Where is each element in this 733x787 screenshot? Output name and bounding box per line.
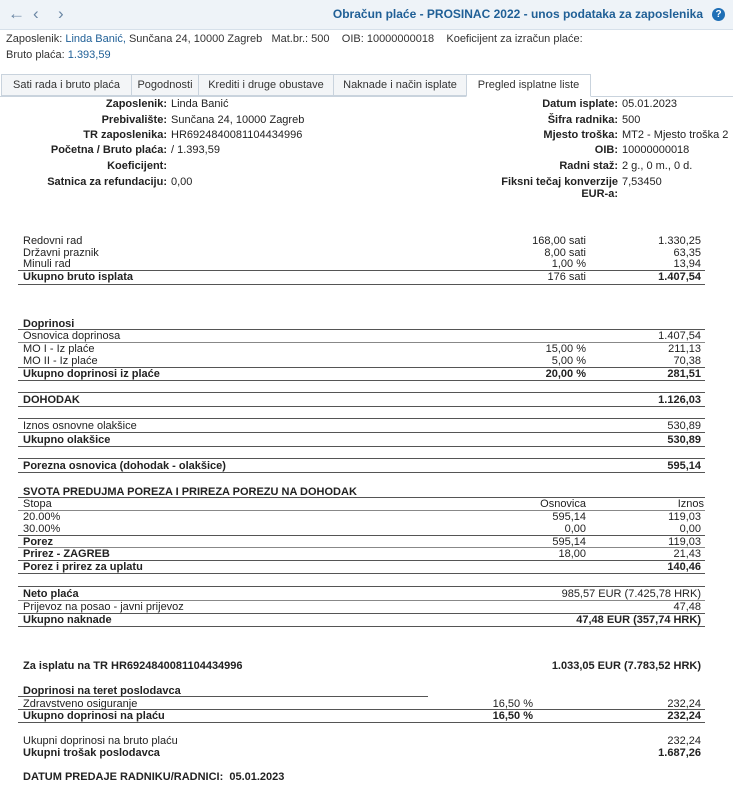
divider — [18, 342, 705, 343]
header-value: 500 — [622, 114, 641, 126]
back-arrow-icon[interactable]: ← — [8, 4, 25, 23]
header-label: Šifra radnika: — [547, 114, 618, 126]
gross-row-amount: 1.330,25 — [658, 235, 701, 247]
header-label: OIB: — [594, 144, 618, 156]
tab-hours-gross[interactable]: Sati rada i bruto plaća — [1, 74, 132, 96]
contrib-row-pct: 5,00 % — [551, 355, 586, 367]
header-label: EUR-a: — [581, 188, 618, 200]
header-value: Linda Banić — [171, 98, 229, 110]
compensation-total-amount: 47,48 EUR (357,74 HRK) — [576, 614, 701, 626]
tax-row-rate: 30.00% — [23, 523, 61, 535]
divider — [18, 547, 705, 548]
divider — [18, 392, 705, 393]
contrib-base-amount: 1.407,54 — [658, 330, 701, 342]
contrib-row-amount: 70,38 — [673, 355, 701, 367]
tax-row-amount: 0,00 — [679, 523, 701, 535]
tax-row-amount: 119,03 — [668, 511, 701, 523]
gross-row-qty: 168,00 sati — [532, 235, 586, 247]
divider — [18, 380, 705, 381]
tax-prirez-base: 18,00 — [558, 548, 586, 560]
payout-amount: 1.033,05 EUR (7.783,52 HRK) — [551, 660, 701, 672]
header-label: Radni staž: — [559, 160, 618, 172]
tax-row-rate: 20.00% — [23, 511, 61, 523]
tax-porez-amount: 119,03 — [668, 536, 701, 548]
travel-amount: 47,48 — [673, 601, 701, 613]
divider — [18, 626, 705, 627]
contrib-title: Doprinosi — [23, 318, 75, 330]
net-name: Neto plaća — [23, 588, 79, 600]
gross-salary-line — [6, 49, 111, 61]
tab-loans[interactable]: Krediti i druge obustave — [198, 74, 334, 96]
allowance-total-amount: 530,89 — [667, 434, 701, 446]
gross-total-qty: 176 sati — [547, 271, 586, 283]
employer-total-amount: 232,24 — [667, 710, 701, 722]
employee-address: Sunčana 24, 10000 Zagreb — [128, 33, 263, 45]
gross-total-name: Ukupno bruto isplata — [23, 271, 133, 283]
divider — [18, 696, 428, 697]
employer-row-amount: 232,24 — [667, 698, 701, 710]
contrib-row-name: MO I - Iz plaće — [23, 343, 95, 355]
employer-title: Doprinosi na teret poslodavca — [23, 685, 181, 697]
title-bar — [0, 0, 733, 30]
tax-total-name: Porez i prirez za uplatu — [23, 561, 143, 573]
divider — [18, 497, 705, 498]
tax-col-rate: Stopa — [23, 498, 52, 510]
divider — [18, 458, 705, 459]
contrib-row-amount: 211,13 — [668, 343, 701, 355]
summary-cost-name: Ukupni trošak poslodavca — [23, 747, 160, 759]
header-value: 0,00 — [171, 176, 193, 188]
tab-bar — [0, 74, 733, 97]
gross-salary-label: Bruto plaća: — [6, 49, 65, 61]
gross-salary-value: 1.393,59 — [67, 49, 111, 61]
gross-row-qty: 8,00 sati — [544, 247, 586, 259]
employer-row-pct: 16,50 % — [492, 698, 533, 710]
contrib-total-pct: 20,00 % — [545, 368, 586, 380]
divider — [18, 573, 705, 574]
window-title: Obračun plaće - PROSINAC 2022 - unos podataka za zaposlenika — [332, 7, 703, 21]
header-value: 2 g., 0 m., 0 d. — [622, 160, 693, 172]
divider — [18, 510, 705, 511]
divider — [18, 432, 705, 433]
allowance-total-name: Ukupno olakšice — [23, 434, 111, 446]
divider — [18, 446, 705, 447]
contrib-total-name: Ukupno doprinosi iz plaće — [23, 368, 160, 380]
gross-row-name: Redovni rad — [23, 235, 83, 247]
header-value: 7,53450 — [622, 176, 662, 188]
tab-payslip-preview[interactable]: Pregled isplatne liste — [466, 74, 591, 97]
header-label: Satnica za refundaciju: — [47, 176, 167, 188]
contrib-total-amount: 281,51 — [667, 368, 701, 380]
tax-porez-base: 595,14 — [552, 536, 586, 548]
header-label: Koeficijent: — [107, 160, 167, 172]
header-value: 10000000018 — [622, 144, 690, 156]
divider — [18, 418, 705, 419]
employee-matbr: Mat.br.: 500 — [271, 33, 330, 45]
gross-row-name: Minuli rad — [23, 258, 71, 270]
income-amount: 1.126,03 — [658, 394, 701, 406]
header-label: Fiksni tečaj konverzije — [501, 176, 618, 188]
handover-date: DATUM PREDAJE RADNIKU/RADNICI: 05.01.2023 — [23, 771, 285, 783]
compensation-total-name: Ukupno naknade — [23, 614, 112, 626]
gross-row-amount: 63,35 — [673, 247, 701, 259]
header-value: 05.01.2023 — [622, 98, 678, 110]
contrib-base-name: Osnovica doprinosa — [23, 330, 121, 342]
taxbase-name: Porezna osnovica (dohodak - olakšice) — [23, 460, 226, 472]
header-value: HR6924840081104434996 — [171, 129, 303, 141]
tax-porez-name: Porez — [23, 536, 53, 548]
coefficient-label: Koeficijent za izračun plaće: — [446, 33, 583, 45]
summary-contrib-name: Ukupni doprinosi na bruto plaću — [23, 735, 178, 747]
tax-col-base: Osnovica — [540, 498, 586, 510]
gross-row-amount: 13,94 — [673, 258, 701, 270]
gross-row-qty: 1,00 % — [551, 258, 586, 270]
employer-total-pct: 16,50 % — [492, 710, 533, 722]
divider — [18, 722, 705, 723]
tab-allowances[interactable]: Naknade i način isplate — [333, 74, 467, 96]
divider — [18, 586, 705, 587]
payout-name: Za isplatu na TR HR6924840081104434996 — [23, 660, 243, 672]
allowance-row-name: Iznos osnovne olakšice — [23, 420, 137, 432]
employee-name-link[interactable]: Linda Banić, — [65, 33, 126, 45]
tax-title: SVOTA PREDUJMA POREZA I PRIREZA POREZU NA DOHODAK — [23, 486, 357, 498]
net-amount: 985,57 EUR (7.425,78 HRK) — [561, 588, 701, 600]
summary-contrib-amount: 232,24 — [667, 735, 701, 747]
previous-icon[interactable]: ‹ — [33, 4, 39, 23]
gross-row-name: Državni praznik — [23, 247, 99, 259]
header-label: Prebivalište: — [101, 114, 167, 126]
income-name: DOHODAK — [23, 394, 80, 406]
tax-prirez-name: Prirez - ZAGREB — [23, 548, 110, 560]
employee-oib: OIB: 10000000018 — [341, 33, 435, 45]
header-label: Datum isplate: — [542, 98, 618, 110]
header-label: Početna / Bruto plaća: — [50, 144, 167, 156]
tax-row-base: 0,00 — [564, 523, 586, 535]
header-value: Sunčana 24, 10000 Zagreb — [171, 114, 305, 126]
gross-total-amount: 1.407,54 — [658, 271, 701, 283]
help-icon[interactable]: ? — [712, 8, 725, 21]
header-value: MT2 - Mjesto troška 2 — [622, 129, 729, 141]
contrib-row-pct: 15,00 % — [545, 343, 586, 355]
header-label: TR zaposlenika: — [83, 129, 167, 141]
allowance-row-amount: 530,89 — [667, 420, 701, 432]
summary-cost-amount: 1.687,26 — [658, 747, 701, 759]
header-label: Zaposlenik: — [105, 98, 167, 110]
next-icon[interactable]: › — [58, 4, 64, 23]
tax-col-amount: Iznos — [677, 498, 704, 510]
employee-label: Zaposlenik: — [6, 33, 63, 45]
header-value: / 1.393,59 — [171, 144, 220, 156]
divider — [18, 535, 705, 536]
divider — [18, 406, 705, 407]
divider — [18, 329, 705, 330]
tax-total-amount: 140,46 — [667, 561, 701, 573]
travel-name: Prijevoz na posao - javni prijevoz — [23, 601, 184, 613]
tab-benefits[interactable]: Pogodnosti — [131, 74, 199, 96]
header-label: Mjesto troška: — [543, 129, 618, 141]
divider — [18, 284, 705, 285]
tax-row-base: 595,14 — [552, 511, 586, 523]
employee-info-line — [6, 33, 583, 45]
divider — [18, 472, 705, 473]
taxbase-amount: 595,14 — [667, 460, 701, 472]
contrib-row-name: MO II - Iz plaće — [23, 355, 98, 367]
tax-prirez-amount: 21,43 — [673, 548, 701, 560]
employer-row-name: Zdravstveno osiguranje — [23, 698, 138, 710]
employer-total-name: Ukupno doprinosi na plaću — [23, 710, 165, 722]
